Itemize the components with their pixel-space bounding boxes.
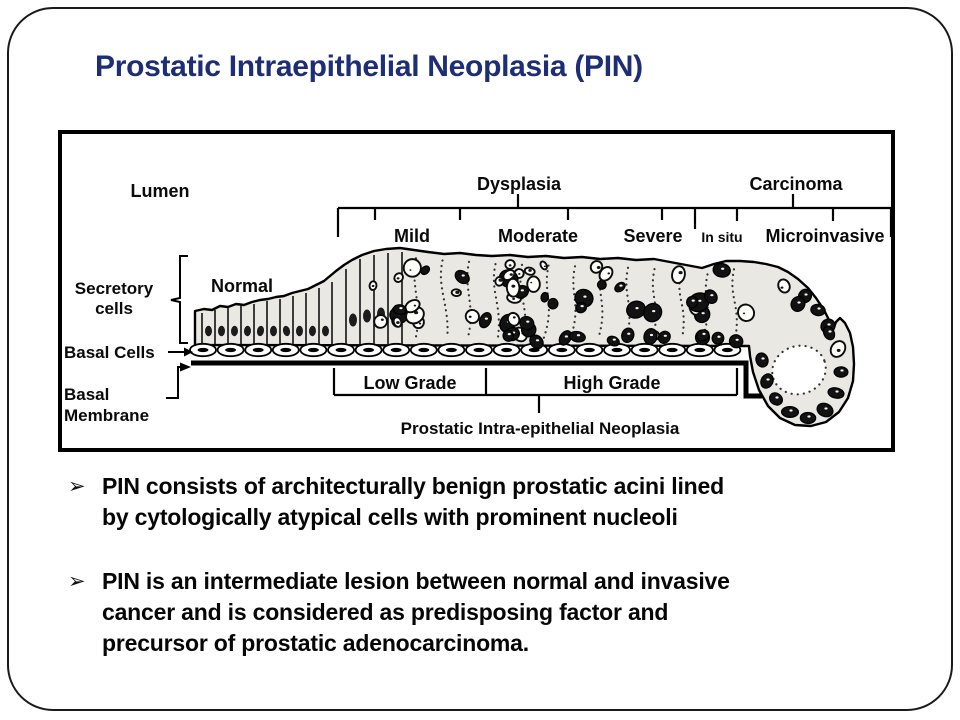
bullet-line: cancer and is considered as predisposing factor and bbox=[102, 599, 669, 625]
bullet-item bbox=[68, 566, 898, 659]
label-mild: Mild bbox=[394, 226, 430, 246]
label-dysplasia: Dysplasia bbox=[476, 174, 562, 194]
label-basal-membrane-line1: Basal bbox=[64, 385, 110, 404]
label-microinvasive: Microinvasive bbox=[765, 226, 885, 246]
label-in-situ: In situ bbox=[701, 229, 743, 245]
label-moderate: Moderate bbox=[497, 226, 579, 246]
basal-membrane-arrow bbox=[166, 363, 191, 399]
pin-progression-diagram bbox=[58, 130, 895, 452]
diagram-svg bbox=[62, 134, 891, 448]
label-high-grade: High Grade bbox=[563, 373, 661, 393]
label-secretory-line1: Secretory bbox=[74, 279, 154, 298]
label-normal: Normal bbox=[210, 276, 274, 296]
secretory-cells-brace bbox=[171, 256, 188, 343]
bullet-line: PIN consists of architecturally benign prostatic acini lined bbox=[102, 473, 724, 499]
bullet-line: PIN is an intermediate lesion between normal and invasive bbox=[102, 568, 730, 594]
bullet-line: precursor of prostatic adenocarcinoma. bbox=[102, 630, 529, 656]
label-carcinoma: Carcinoma bbox=[749, 174, 843, 194]
label-pin-full: Prostatic Intra-epithelial Neoplasia bbox=[400, 419, 680, 438]
label-low-grade: Low Grade bbox=[363, 373, 457, 393]
basal-membrane-line bbox=[191, 363, 762, 396]
bullet-text bbox=[102, 471, 724, 533]
arrowhead-bullet-icon: ➢ bbox=[68, 474, 86, 498]
bullet-item bbox=[68, 471, 898, 533]
bullet-text bbox=[102, 566, 730, 659]
arrowhead-bullet-icon: ➢ bbox=[68, 569, 86, 593]
label-basal-membrane-line2: Membrane bbox=[64, 406, 150, 425]
bullet-line: by cytologically atypical cells with prominent nucleoli bbox=[102, 504, 678, 530]
page-title: Prostatic Intraepithelial Neoplasia (PIN) bbox=[95, 50, 643, 83]
label-basal-cells: Basal Cells bbox=[64, 343, 155, 362]
basal-cells-arrow bbox=[168, 348, 193, 357]
label-severe: Severe bbox=[623, 226, 683, 246]
label-lumen: Lumen bbox=[130, 181, 190, 201]
label-secretory-line2: cells bbox=[95, 299, 133, 318]
bullet-list bbox=[68, 471, 898, 692]
